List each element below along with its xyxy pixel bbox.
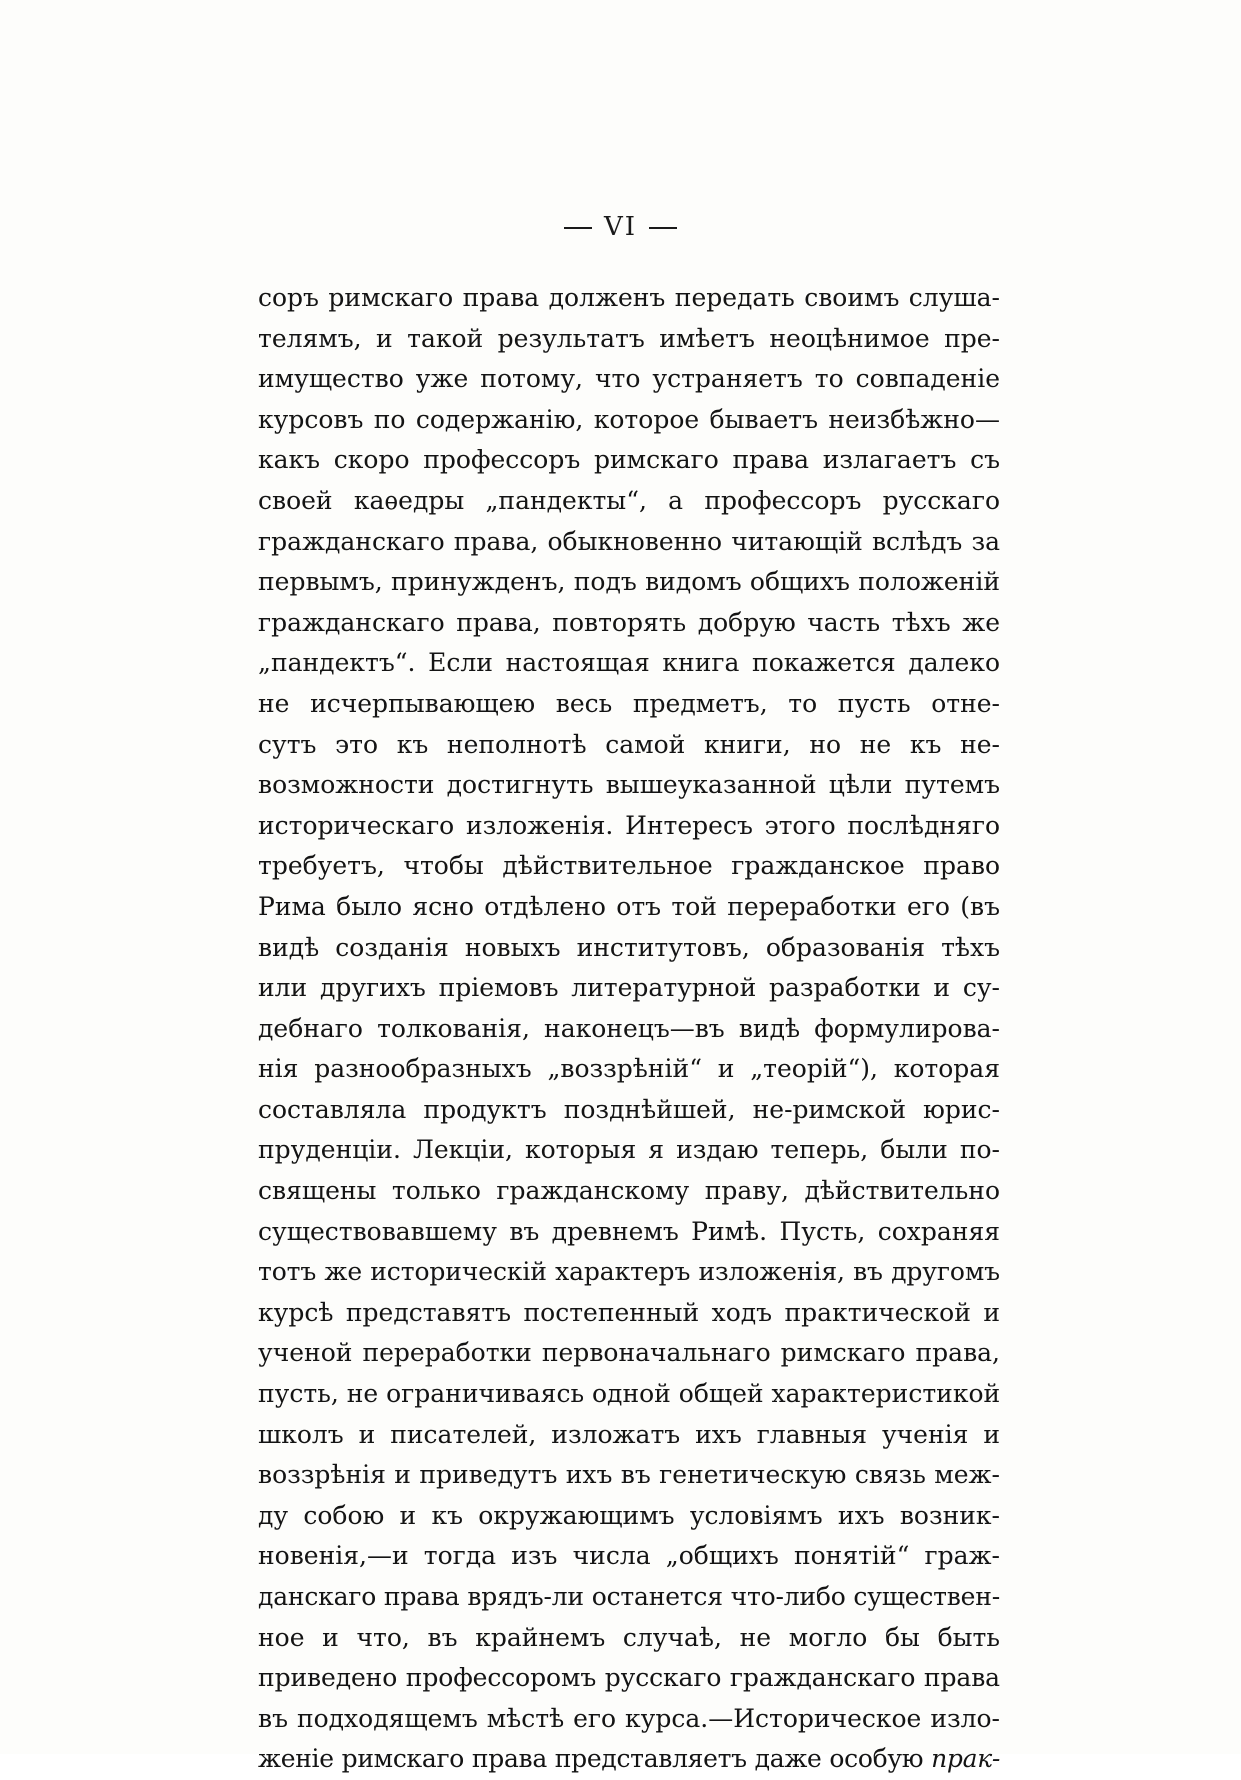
text-line: ное и что, въ крайнемъ случаѣ, не могло бы быть <box>258 1622 1000 1652</box>
text-line: тотъ же историческій характеръ изложенія, въ другомъ <box>258 1257 1000 1287</box>
text-line: новенія,—и тогда изъ числа „общихъ понятій“ граж- <box>258 1541 1000 1571</box>
text-line: пусть, не ограничиваясь одной общей характеристикой <box>258 1379 1001 1409</box>
text-line: своей каѳедры „пандекты“, а профессоръ русскаго <box>258 485 1000 515</box>
left-dash <box>564 227 592 229</box>
text-line: возможности достигнуть вышеуказанной цѣли путемъ <box>258 770 1000 800</box>
text-line: какъ скоро профессоръ римскаго права излагаетъ съ <box>258 445 1000 475</box>
page-number <box>0 212 1241 242</box>
text-line: курсѣ представятъ постепенный ходъ практической и <box>258 1297 1000 1327</box>
text-line: сутъ это къ неполнотѣ самой книги, но не къ не- <box>258 729 1000 759</box>
text-line: не исчерпывающею весь предметъ, то пусть отне- <box>258 688 1000 718</box>
text-line: требуетъ, чтобы дѣйствительное гражданское право <box>258 851 1000 881</box>
text-line: въ подходящемъ мѣстѣ его курса.—Историческое изло- <box>258 1703 1000 1733</box>
text-line: составляла продуктъ позднѣйшей, не-римской юрис- <box>258 1094 1000 1124</box>
text-line: соръ римскаго права долженъ передать своимъ слуша- <box>258 283 1000 312</box>
text-line: имущество уже потому, что устраняетъ то совпаденіе <box>258 364 1000 394</box>
text-line: или другихъ пріемовъ литературной разработки и су- <box>258 973 1000 1003</box>
text-line: телямъ, и такой результатъ имѣетъ неоцѣнимое пре- <box>258 323 1000 353</box>
body-text <box>258 278 1000 1780</box>
text-line: гражданскаго права, повторять добрую часть тѣхъ же <box>258 607 1000 637</box>
italic-word: прак- <box>931 1744 1000 1774</box>
text-line: нія разнообразныхъ „воззрѣній“ и „теорій“), которая <box>258 1054 1000 1084</box>
text-line: школъ и писателей, изложатъ ихъ главныя ученія и <box>258 1419 1000 1449</box>
text-line: пруденціи. Лекціи, которыя я издаю теперь, были по- <box>258 1135 1000 1165</box>
right-dash <box>649 227 677 229</box>
text-line: историческаго изложенія. Интересъ этого послѣдняго <box>258 810 1000 840</box>
text-line: священы только гражданскому праву, дѣйствительно <box>258 1176 1000 1206</box>
text-line: видѣ созданія новыхъ институтовъ, образованія тѣхъ <box>258 932 1000 962</box>
text-line: данскаго права врядъ-ли останется что-либо существен- <box>258 1582 1000 1611</box>
text-line: курсовъ по содержанію, которое бываетъ неизбѣжно— <box>258 404 1000 434</box>
page-number-text: VI <box>603 212 638 242</box>
text-line: приведено профессоромъ русскаго гражданскаго права <box>258 1663 1000 1693</box>
last-line-text: женіе римскаго права представляетъ даже особую <box>258 1744 924 1774</box>
text-line: первымъ, принужденъ, подъ видомъ общихъ положеній <box>258 567 1000 597</box>
text-line: ученой переработки первоначальнаго римскаго права, <box>258 1338 1000 1368</box>
text-line: „пандектъ“. Если настоящая книга покажется далеко <box>258 648 1000 678</box>
text-line: дебнаго толкованія, наконецъ—въ видѣ формулирова- <box>258 1013 1000 1043</box>
text-line-last <box>258 1739 1000 1780</box>
text-line: Рима было ясно отдѣлено отъ той переработки его (въ <box>258 891 1000 921</box>
text-line: существовавшему въ древнемъ Римѣ. Пусть, сохраняя <box>258 1216 1000 1246</box>
text-line: ду собою и къ окружающимъ условіямъ ихъ возник- <box>258 1500 1000 1530</box>
text-line: гражданскаго права, обыкновенно читающій вслѣдъ за <box>258 526 1000 556</box>
text-line: воззрѣнія и приведутъ ихъ въ генетическую связь меж- <box>258 1460 1000 1490</box>
